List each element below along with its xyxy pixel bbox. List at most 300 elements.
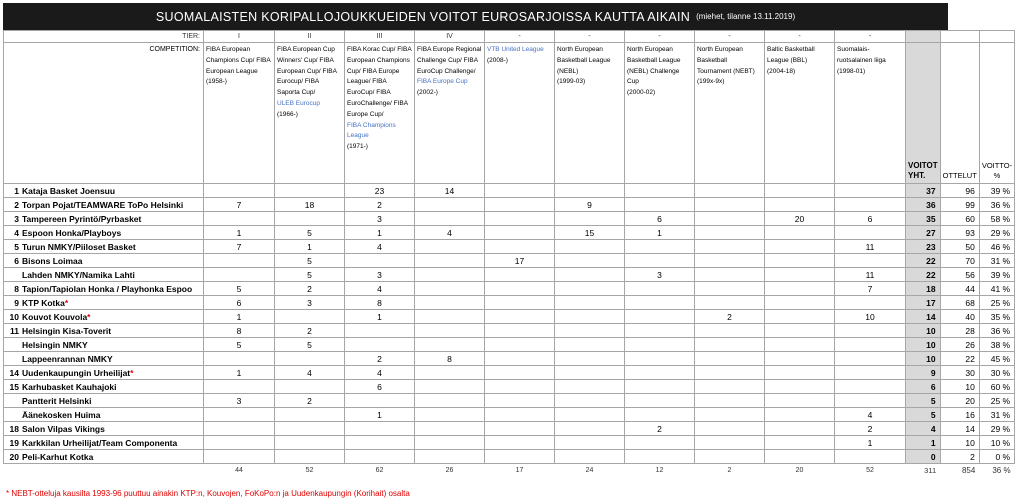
wins-cell [415,324,485,338]
table-row [4,198,1015,212]
wins-cell [835,254,906,268]
wins-cell: 1 [345,310,415,324]
wins-cell [275,422,345,436]
games-cell: 68 [940,296,979,310]
wins-cell [204,422,275,436]
wins-cell [625,366,695,380]
team-name: Espoon Honka/Playboys [22,227,122,238]
games-cell: 93 [940,226,979,240]
team-rank: 15 [9,381,19,392]
wins-cell [275,212,345,226]
wins-cell: 1 [275,240,345,254]
wins-cell [345,450,415,464]
wins-cell [415,338,485,352]
table-row [4,184,1015,198]
wins-cell [695,408,765,422]
tier-cell: - [835,31,906,43]
tier-cell: - [555,31,625,43]
wins-cell [555,338,625,352]
wins-cell [765,310,835,324]
wins-cell [345,324,415,338]
wins-cell: 4 [275,366,345,380]
wins-cell [765,198,835,212]
wins-cell: 7 [835,282,906,296]
total-wins-cell: 37 [906,184,941,198]
wins-cell: 11 [835,268,906,282]
competition-text: (199x-9x) [697,78,725,86]
team-name-cell [4,366,204,380]
wins-cell [415,366,485,380]
competition-text: FIBA Europe Cup [417,78,468,86]
wins-cell [485,198,555,212]
wins-cell [765,254,835,268]
team-rank: 1 [14,185,19,196]
win-pct-cell: 45 % [979,352,1014,366]
total-wins-cell: 36 [906,198,941,212]
page-subtitle: (miehet, tilanne 13.11.2019) [696,12,796,21]
wins-cell [485,240,555,254]
tier-cell: II [275,31,345,43]
win-pct-cell: 46 % [979,240,1014,254]
wins-cell: 6 [625,212,695,226]
wins-cell [415,380,485,394]
wins-cell: 4 [345,240,415,254]
team-name: KTP Kotka [22,297,65,308]
win-pct-cell: 36 % [979,324,1014,338]
wins-cell: 14 [415,184,485,198]
wins-cell [695,198,765,212]
wins-cell [695,212,765,226]
team-name: Tapion/Tapiolan Honka / Playhonka Espoo [22,283,193,294]
wins-cell [555,450,625,464]
table-row [4,338,1015,352]
tier-label: TIER: [4,31,204,43]
wins-cell [695,450,765,464]
wins-cell [695,366,765,380]
wins-cell [485,324,555,338]
wins-cell: 7 [204,198,275,212]
wins-cell: 2 [835,422,906,436]
table-row [4,352,1015,366]
wins-cell [695,184,765,198]
wins-cell [485,352,555,366]
wins-cell: 3 [345,212,415,226]
wins-cell [345,394,415,408]
wins-cell: 15 [555,226,625,240]
wins-cell [275,352,345,366]
wins-cell [625,352,695,366]
wins-header: VOITOT YHT. [906,43,941,184]
wins-cell [415,296,485,310]
wins-cell [555,184,625,198]
wins-cell [485,436,555,450]
wins-cell [625,408,695,422]
competition-cell [695,43,765,184]
wins-cell [415,394,485,408]
wins-cell [555,296,625,310]
wins-cell [765,436,835,450]
wins-cell: 2 [275,394,345,408]
wins-cell [695,254,765,268]
competition-cell [835,43,906,184]
total-wins-cell: 18 [906,282,941,296]
wins-cell [415,254,485,268]
wins-cell: 4 [345,282,415,296]
wins-cell [415,450,485,464]
team-name: Peli-Karhut Kotka [22,451,94,462]
team-name: Kouvot Kouvola [22,311,88,322]
competition-text: (1966-) [277,110,298,118]
wins-cell [485,408,555,422]
games-cell: 30 [940,366,979,380]
table-row [4,394,1015,408]
wins-cell: 1 [204,226,275,240]
column-total: 44 [235,467,243,474]
wins-cell: 5 [204,282,275,296]
column-total: 24 [585,467,594,474]
wins-cell: 4 [345,366,415,380]
table-row [4,436,1015,450]
win-pct-cell: 31 % [979,254,1014,268]
team-name: Äänekosken Huima [22,409,101,420]
wins-cell [835,324,906,338]
team-name-cell [4,436,204,450]
wins-cell [204,254,275,268]
competition-text: (1958-) [206,78,227,86]
wins-cell [555,352,625,366]
wins-cell: 3 [345,268,415,282]
wins-cell [695,282,765,296]
team-rank: 18 [9,423,19,434]
tier-pct-blank [979,31,1014,43]
team-rank: 2 [14,199,19,210]
wins-cell [765,282,835,296]
wins-cell [625,240,695,254]
wins-cell: 5 [275,226,345,240]
games-cell: 70 [940,254,979,268]
wins-cell [555,212,625,226]
wins-cell [835,394,906,408]
win-pct-cell: 0 % [979,450,1014,464]
wins-cell [485,338,555,352]
wins-cell [415,436,485,450]
games-cell: 50 [940,240,979,254]
team-name: Karkkilan Urheilijat/Team Componenta [22,437,178,448]
wins-cell [485,296,555,310]
team-rank: 3 [14,213,19,224]
table-row [4,240,1015,254]
wins-cell [765,422,835,436]
games-cell: 22 [940,352,979,366]
wins-cell [415,310,485,324]
table-row [4,422,1015,436]
competition-text: (2000-02) [627,89,656,97]
competition-text: (2008-) [487,56,508,64]
wins-cell [204,450,275,464]
grand-total-games: 854 [961,466,976,475]
team-name-cell [4,310,204,324]
wins-cell: 20 [765,212,835,226]
wins-cell [625,338,695,352]
win-pct-cell: 36 % [979,198,1014,212]
wins-cell [485,422,555,436]
competition-text: FIBA European Champions Cup/ FIBA European League [206,46,271,75]
wins-cell [345,254,415,268]
wins-cell [204,380,275,394]
games-cell: 40 [940,310,979,324]
column-total: 20 [795,467,804,474]
games-cell: 20 [940,394,979,408]
team-name-cell [4,240,204,254]
games-cell: 44 [940,282,979,296]
wins-cell [695,380,765,394]
wins-cell [485,184,555,198]
wins-cell: 11 [835,240,906,254]
wins-cell [204,436,275,450]
wins-cell [485,394,555,408]
wins-cell [275,380,345,394]
team-rank: 8 [14,283,19,294]
wins-cell [765,268,835,282]
wins-cell [555,268,625,282]
competition-text: North European Basketball Tournament (NEBT) [697,46,755,75]
wins-cell [625,310,695,324]
team-name-cell [4,282,204,296]
wins-cell [555,366,625,380]
wins-cell [695,324,765,338]
team-name: Karhubasket Kauhajoki [22,381,117,392]
wins-cell [625,450,695,464]
wins-cell: 4 [415,226,485,240]
total-wins-cell: 5 [906,408,941,422]
column-total: 26 [445,467,454,474]
wins-cell: 2 [345,198,415,212]
tier-cell: - [765,31,835,43]
team-name-cell [4,408,204,422]
wins-cell: 1 [835,436,906,450]
team-name: Uudenkaupungin Urheilijat [22,367,131,378]
competition-row [4,43,1015,184]
total-wins-cell: 6 [906,380,941,394]
games-cell: 2 [940,450,979,464]
win-pct-cell: 29 % [979,226,1014,240]
wins-cell [695,436,765,450]
wins-cell [625,394,695,408]
team-name-cell [4,184,204,198]
tier-cell: I [204,31,275,43]
competition-text: FIBA Korac Cup/ FIBA European Champions Cup/ FIBA Europe League/ FIBA EuroCup/ FIBA EuroChallenge/ FIBA Europe Cup/ [347,46,412,118]
total-wins-cell: 35 [906,212,941,226]
win-pct-cell: 29 % [979,422,1014,436]
tier-cell: - [695,31,765,43]
team-name: Lappeenrannan NMKY [22,353,113,364]
wins-cell [765,450,835,464]
competition-text: (1971-) [347,143,368,151]
competition-text: VTB United League [487,46,544,53]
table-row [4,366,1015,380]
grand-total-wins: 311 [924,466,937,475]
wins-cell [555,380,625,394]
wins-cell: 5 [275,338,345,352]
wins-cell: 9 [555,198,625,212]
games-cell: 10 [940,436,979,450]
competition-cell [625,43,695,184]
team-name-cell [4,296,204,310]
wins-cell [765,352,835,366]
wins-cell [765,296,835,310]
wins-cell [485,450,555,464]
team-name-cell [4,268,204,282]
wins-cell [555,422,625,436]
competition-text: (2004-18) [767,67,796,75]
tier-cell: IV [415,31,485,43]
wins-cell: 1 [625,226,695,240]
wins-cell [695,240,765,254]
team-rank: 19 [9,437,19,448]
competition-text: FIBA Champions League [347,121,396,140]
wins-cell [695,352,765,366]
tier-games-blank [940,31,979,43]
competition-cell [204,43,275,184]
team-name-cell [4,394,204,408]
games-cell: 96 [940,184,979,198]
competition-text: (1999-03) [557,78,586,86]
table-row [4,296,1015,310]
win-pct-cell: 31 % [979,408,1014,422]
win-pct-cell: 58 % [979,212,1014,226]
competition-text: Suomalais-ruotsalainen liiga [837,46,886,64]
team-rank: 20 [9,451,19,462]
team-name-cell [4,380,204,394]
team-rank: 10 [9,311,19,322]
competition-cell [765,43,835,184]
wins-cell: 3 [204,394,275,408]
wins-cell: 1 [345,226,415,240]
team-name-cell [4,254,204,268]
column-total: 17 [515,467,524,474]
wins-cell: 8 [415,352,485,366]
wins-cell [415,198,485,212]
wins-cell [765,408,835,422]
table-row [4,310,1015,324]
wins-cell [415,212,485,226]
wins-cell: 7 [204,240,275,254]
table-title-bar [3,3,948,30]
games-cell: 16 [940,408,979,422]
column-total: 52 [305,467,314,474]
team-name-cell [4,338,204,352]
wins-cell [625,282,695,296]
total-wins-cell: 9 [906,366,941,380]
tier-cell: III [345,31,415,43]
competition-text: FIBA European Cup Winners' Cup/ FIBA European Cup/ FIBA Eurocup/ FIBA Saporta Cup/ [277,46,337,97]
wins-cell [835,296,906,310]
wins-cell [204,352,275,366]
win-pct-cell: 38 % [979,338,1014,352]
wins-cell: 23 [345,184,415,198]
competition-label: COMPETITION: [4,43,204,184]
wins-cell: 6 [345,380,415,394]
wins-cell [555,240,625,254]
wins-cell [765,240,835,254]
team-rank: 14 [9,367,19,378]
win-pct-cell: 39 % [979,268,1014,282]
competition-text: North European Basketball League (NEBL) [557,46,611,75]
wins-cell [765,380,835,394]
wins-cell: 10 [835,310,906,324]
wins-cell [695,338,765,352]
wins-cell [835,380,906,394]
column-total: 62 [375,467,384,474]
competition-cell [555,43,625,184]
wins-cell: 8 [345,296,415,310]
page-title: SUOMALAISTEN KORIPALLOJOUKKUEIDEN VOITOT EUROSARJOISSA KAUTTA AIKAIN [155,9,691,24]
win-pct-cell: 35 % [979,310,1014,324]
wins-cell: 4 [835,408,906,422]
team-name-cell [4,352,204,366]
games-cell: 10 [940,380,979,394]
team-name: Bisons Loimaa [22,255,83,266]
wins-cell [835,338,906,352]
wins-cell [695,422,765,436]
total-wins-cell: 4 [906,422,941,436]
wins-cell: 17 [485,254,555,268]
wins-cell: 1 [345,408,415,422]
win-pct-cell: 60 % [979,380,1014,394]
wins-cell [625,184,695,198]
footnote: * NEBT-otteluja kausilta 1993-96 puuttuu ainakin KTP:n, Kouvojen, FoKoPo:n ja Uudenkaupungin (Korihait) osalta [6,489,410,498]
games-cell: 56 [940,268,979,282]
team-name: Turun NMKY/Piiloset Basket [22,241,136,252]
tier-cell: - [485,31,555,43]
wins-cell [485,282,555,296]
wins-cell [625,254,695,268]
team-name-cell [4,212,204,226]
wins-cell [275,450,345,464]
wins-cell [625,324,695,338]
wins-table [3,30,1015,477]
wins-cell: 5 [204,338,275,352]
wins-cell: 2 [625,422,695,436]
win-pct-cell: 25 % [979,394,1014,408]
wins-cell: 6 [204,296,275,310]
wins-cell: 2 [275,324,345,338]
wins-cell [415,282,485,296]
win-pct-cell: 39 % [979,184,1014,198]
win-pct-cell: 41 % [979,282,1014,296]
wins-cell [555,254,625,268]
team-name: Pantterit Helsinki [22,395,92,406]
column-total: 2 [727,467,732,474]
wins-cell [835,352,906,366]
team-name-cell [4,226,204,240]
team-rank: 5 [14,241,19,252]
total-wins-cell: 22 [906,254,941,268]
wins-cell [415,408,485,422]
wins-cell [835,366,906,380]
table-row [4,282,1015,296]
team-name: Kataja Basket Joensuu [22,185,116,196]
table-row [4,450,1015,464]
total-wins-cell: 10 [906,352,941,366]
team-name: Salon Vilpas Vikings [22,423,105,434]
pct-header: VOITTO-% [979,43,1014,184]
competition-text: (1998-01) [837,67,866,75]
team-rank: 6 [14,255,19,266]
wins-cell [555,436,625,450]
games-cell: 26 [940,338,979,352]
total-wins-cell: 22 [906,268,941,282]
